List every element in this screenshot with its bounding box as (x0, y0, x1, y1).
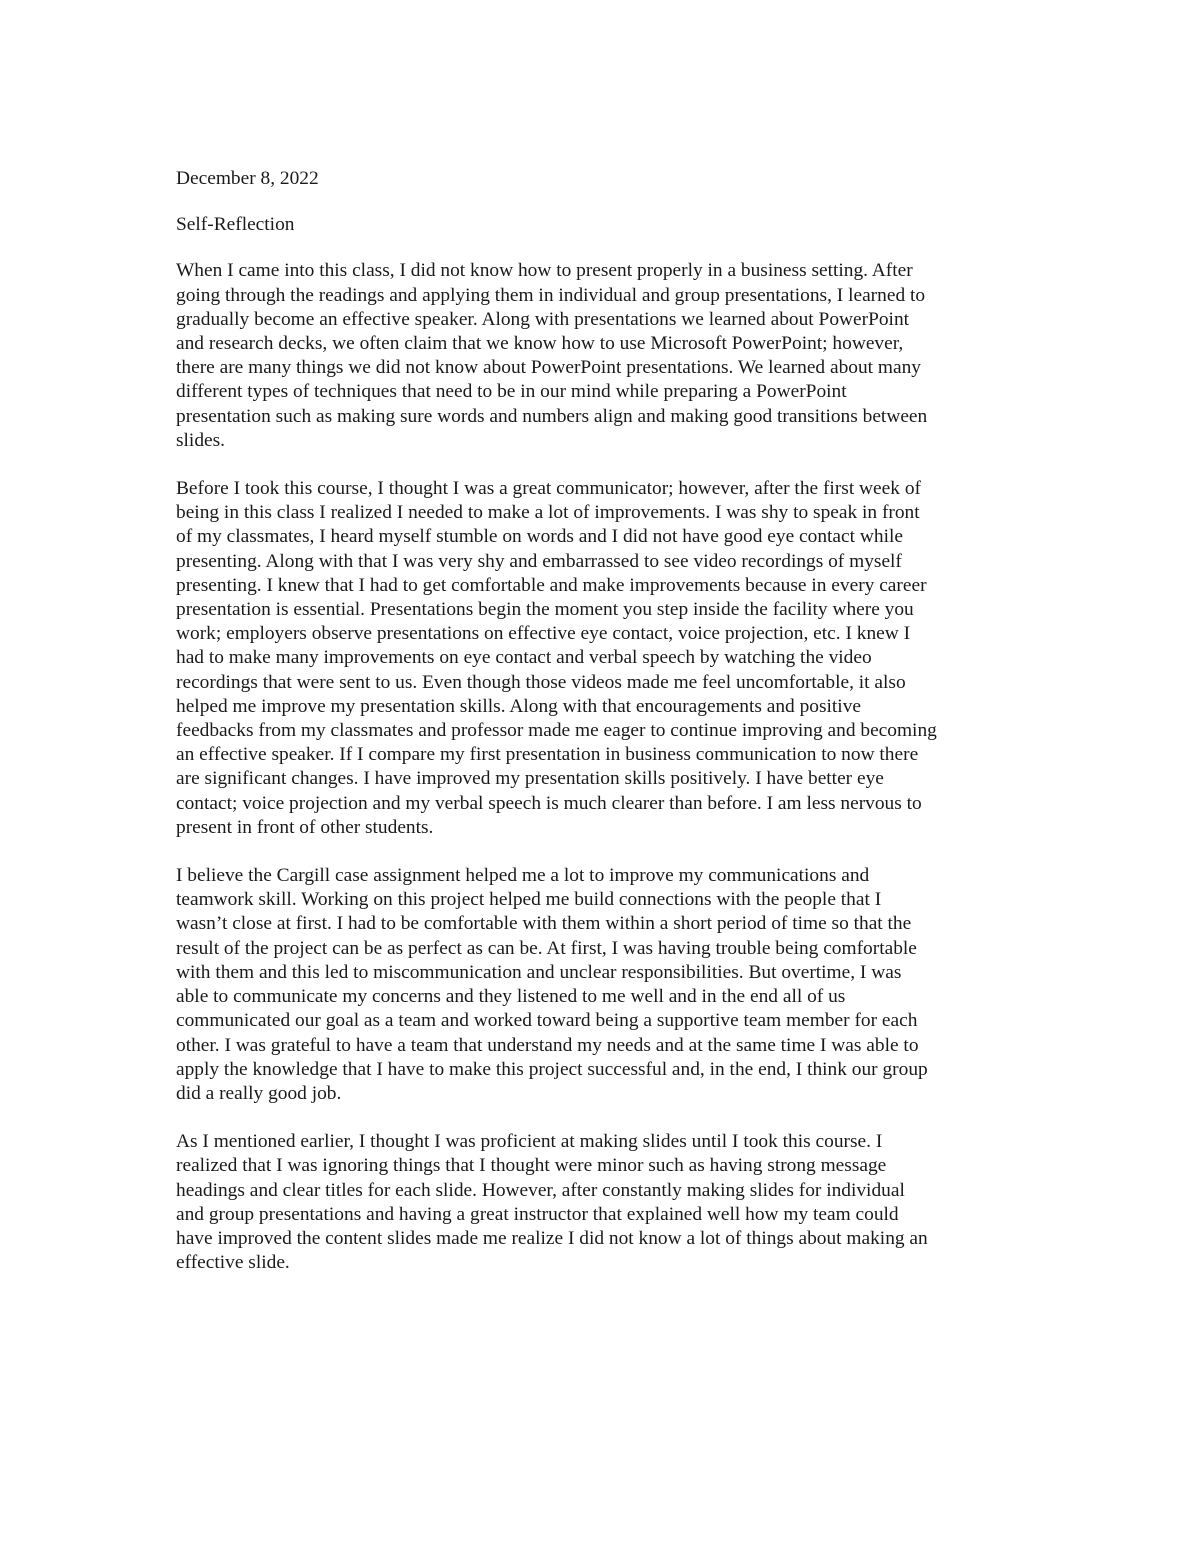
paragraph-line: Before I took this course, I thought I was a great communicator; however, after the first week of (176, 478, 921, 500)
paragraph-line: recordings that were sent to us. Even though those videos made me feel uncomfortable, it also (176, 671, 906, 693)
paragraph-line: with them and this led to miscommunication and unclear responsibilities. But overtime, I was (176, 961, 902, 983)
paragraph-line: present in front of other students. (176, 816, 434, 838)
paragraph-line: realized that I was ignoring things that I thought were minor such as having strong message (176, 1155, 887, 1177)
paragraph-line: of my classmates, I heard myself stumble on words and I did not have good eye contact while (176, 526, 903, 548)
paragraph-line: being in this class I realized I needed to make a lot of improvements. I was shy to speak in front (176, 502, 920, 524)
paragraph-line: teamwork skill. Working on this project helped me build connections with the people that I (176, 889, 882, 911)
paragraph-line: work; employers observe presentations on effective eye contact, voice projection, etc. I knew I (176, 623, 911, 645)
paragraph-1 (176, 259, 1036, 453)
paragraph-line: able to communicate my concerns and they listened to me well and in the end all of us (176, 986, 846, 1008)
paragraph-line: communicated our goal as a team and worked toward being a supportive team member for each (176, 1010, 918, 1032)
paragraph-line: wasn’t close at first. I had to be comfortable with them within a short period of time so that the (176, 913, 912, 935)
paragraph-line: slides. (176, 429, 226, 451)
paragraph-line: apply the knowledge that I have to make this project successful and, in the end, I think our group (176, 1058, 928, 1080)
paragraph-line: I believe the Cargill case assignment helped me a lot to improve my communications and (176, 865, 870, 887)
paragraph-line: effective slide. (176, 1252, 290, 1274)
paragraph-line: feedbacks from my classmates and professor made me eager to continue improving and becoming (176, 720, 937, 742)
paragraph-line: helped me improve my presentation skills. Along with that encouragements and positive (176, 695, 861, 717)
paragraph-2 (176, 477, 1036, 840)
paragraph-line: an effective speaker. If I compare my first presentation in business communication to now there (176, 744, 919, 766)
paragraph-line: different types of techniques that need to be in our mind while preparing a PowerPoint (176, 381, 847, 403)
paragraph-line: headings and clear titles for each slide. However, after constantly making slides for individual (176, 1179, 905, 1201)
paragraph-line: contact; voice projection and my verbal speech is much clearer than before. I am less nervous to (176, 792, 922, 814)
paragraph-line: presentation is essential. Presentations begin the moment you step inside the facility where you (176, 599, 914, 621)
document-body (176, 167, 1036, 1299)
paragraph-3 (176, 864, 1036, 1106)
paragraph-line: and research decks, we often claim that we know how to use Microsoft PowerPoint; however, (176, 333, 904, 355)
paragraph-line: presenting. Along with that I was very shy and embarrassed to see video recordings of myself (176, 550, 902, 572)
paragraph-4 (176, 1130, 1036, 1275)
paragraph-line: presentation such as making sure words and numbers align and making good transitions between (176, 405, 928, 427)
paragraph-line: When I came into this class, I did not know how to present properly in a business setting. After (176, 260, 913, 282)
paragraph-line: presenting. I knew that I had to get comfortable and make improvements because in every career (176, 574, 927, 596)
document-title: Self-Reflection (176, 214, 295, 236)
document-date: December 8, 2022 (176, 168, 319, 189)
paragraph-line: are significant changes. I have improved my presentation skills positively. I have better eye (176, 768, 884, 790)
paragraph-line: result of the project can be as perfect as can be. At first, I was having trouble being comfortable (176, 937, 917, 959)
paragraph-line: going through the readings and applying them in individual and group presentations, I learned to (176, 284, 926, 306)
paragraph-line: As I mentioned earlier, I thought I was proficient at making slides until I took this course. I (176, 1131, 883, 1153)
paragraph-line: gradually become an effective speaker. Along with presentations we learned about PowerPoint (176, 308, 910, 330)
paragraph-line: other. I was grateful to have a team that understand my needs and at the same time I was able to (176, 1034, 919, 1056)
paragraph-line: there are many things we did not know about PowerPoint presentations. We learned about many (176, 357, 921, 379)
paragraph-line: and group presentations and having a great instructor that explained well how my team could (176, 1203, 899, 1225)
paragraph-line: have improved the content slides made me realize I did not know a lot of things about making an (176, 1227, 928, 1249)
paragraph-line: had to make many improvements on eye contact and verbal speech by watching the video (176, 647, 872, 669)
paragraph-line: did a really good job. (176, 1082, 342, 1104)
